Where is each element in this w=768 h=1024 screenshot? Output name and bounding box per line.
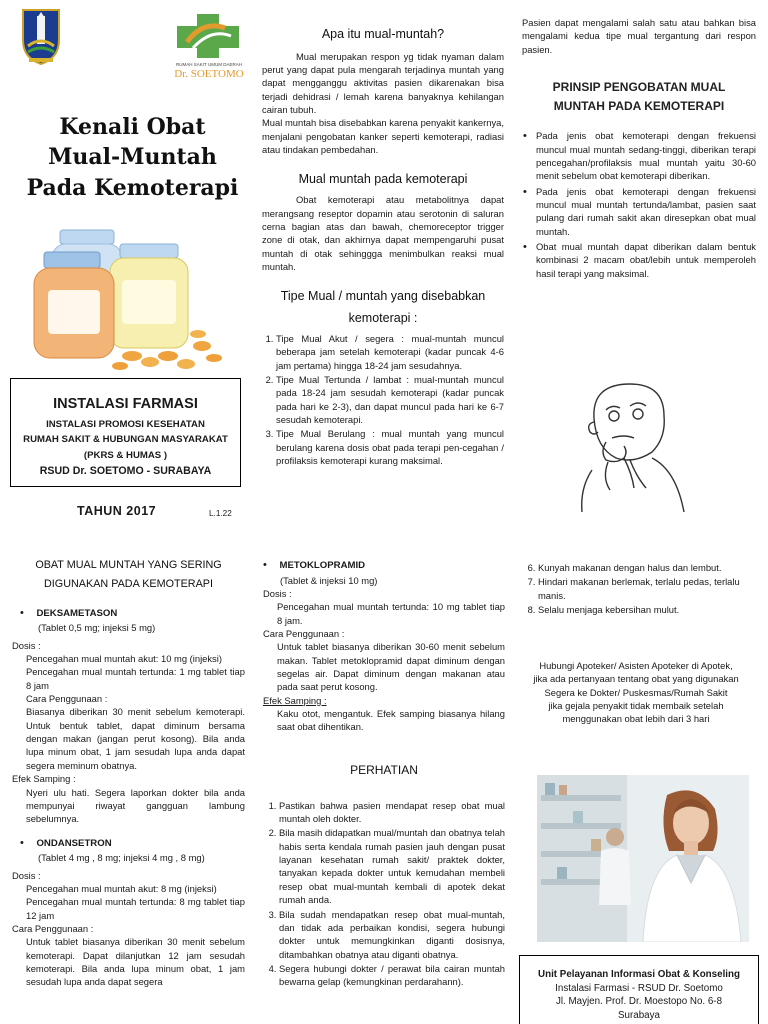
principle-title <box>522 78 756 115</box>
chemo-paragraph: Obat kemoterapi atau metabolitnya dapat merangsang reseptor dopamin atau serotonin di saluran cerna bagian atas dan bawah, chemoreceptor trigger zone di otak, dan akhirnya dapat mempengaruhi pusat muntah di otak sehinggga menimbulkan reaksi mual muntah. <box>262 194 504 272</box>
year-label: TAHUN 2017 <box>77 504 157 518</box>
bullet-icon: • <box>20 836 24 849</box>
ond-dose-1: Pencegahan mual muntah akut: 8 mg (injeksi) <box>26 882 217 894</box>
type-title-line-2: kemoterapi : <box>348 310 418 325</box>
intro-paragraph: Pasien dapat mengalami salah satu atau bahkan bisa mengalami kedua tipe mual tergantung dari respon pasien. <box>522 17 756 55</box>
contact-line-1: Hubungi Apoteker/ Asisten Apoteker di Apotek, <box>539 660 733 671</box>
page-title <box>10 112 255 203</box>
contact-info <box>512 659 760 726</box>
contact-line-4: jika gejala penyakit tidak membaik setelah <box>548 700 724 712</box>
dex-dosis-label: Dosis : <box>12 639 41 651</box>
meto-heading <box>263 558 505 574</box>
nauseous-man-illustration <box>572 378 702 513</box>
chemo-title: Mual muntah pada kemoterapi <box>298 171 468 186</box>
doc-code: L.1.22 <box>209 509 232 518</box>
ond-heading <box>12 836 245 852</box>
list-item: • Obat mual muntah dapat diberikan dalam bentuk kombinasi 2 macam obat/lebih untuk memperoleh hasil terapi yang maksimal. <box>522 240 756 280</box>
panel-right-top <box>522 16 756 282</box>
ond-dosis-label: Dosis : <box>12 869 41 881</box>
meto-dose: Pencegahan mual muntah tertunda: 10 mg tablet tiap 8 jam. <box>277 601 505 626</box>
contact-line-5: menggunakan obat lebih dari 3 hari <box>562 713 710 725</box>
dex-form: (Tablet 0,5 mg; injeksi 5 mg) <box>38 622 156 634</box>
ond-name: ONDANSETRON <box>36 837 112 849</box>
principle-title-line-1: PRINSIP PENGOBATAN MUAL <box>552 80 726 95</box>
drug-list-title <box>12 556 245 594</box>
pharmacist-photo <box>537 775 749 942</box>
list-item: • Pada jenis obat kemoterapi dengan frekuensi muncul mual muntah sedang-tinggi, diberikan terapi pencegahan/profilaksis mual muntah yaitu 30-60 menit sebelum obat kemoterapi diberikan. <box>522 129 756 182</box>
org-line-3: (PKRS & HUMAS ) <box>83 449 168 461</box>
list-item: 3. Bila sudah mendapatkan resep obat mual-muntah, dan tidak ada perbaikan kondisi, segera hubungi dokter untuk memungkinkan diganti dosisnya, ditambahkan obatnya atau diganti obatnya. <box>279 908 505 961</box>
meto-side-label: Efek Samping : <box>263 694 327 706</box>
bullet-icon: • <box>20 606 24 619</box>
list-item: 2. Tipe Mual Tertunda / lambat : mual-muntah muncul pada 18-24 jam sesudah kemoterapi (kadar puncak pada hari ke 2-3), dan dapat muncul pada hari ke 6-7 sesudah kemoterapi. <box>276 373 504 426</box>
contact-line-2: jika ada pertanyaan tentang obat yang digunakan <box>533 673 739 685</box>
meto-dosis-label: Dosis : <box>263 587 292 599</box>
drug-list-title-line-1: OBAT MUAL MUNTAH YANG SERING <box>35 559 222 571</box>
what-paragraph-1: Mual merupakan respon yg tidak nyaman dalam perut yang dapat pula mengarah terjadinya muntah yang dapat mengganggu aktivitas pasien dikarenakan bisa terjadi dehidrasi / lemah karena banyaknya kehilangan cairan tubuh. <box>262 50 504 116</box>
contact-line-3: Segera ke Dokter/ Puskesmas/Rumah Sakit <box>544 686 728 698</box>
hospital-logo <box>173 12 245 78</box>
ond-usage: Untuk tablet biasanya diberikan 30 menit sebelum kemoterapi. Dapat dilanjutkan 12 jam sesudah kemoterapi. Bila anda lupa minum obat, 1 jam sesudah lupa anda dapat segera <box>26 936 245 988</box>
drug-list-title-line-2: DIGUNAKAN PADA KEMOTERAPI <box>44 577 213 590</box>
org-name: INSTALASI FARMASI <box>53 396 198 412</box>
list-item: 1. Tipe Mual Akut / segera : mual-muntah muncul beberapa jam setelah kemoterapi (kadar puncak 4-6 jam pertama) hingga 18-24 jam sesudahnya. <box>276 332 504 372</box>
list-item: 6. Kunyah makanan dengan halus dan lembut. <box>538 561 760 574</box>
what-paragraph-2: Mual muntah bisa disebabkan karena penyakit kankernya, menjalani pengobatan kanker seperti kemoterapi, radiasi atau tindakan pembedahan. <box>262 117 504 156</box>
unit-line-2: Jl. Mayjen. Prof. Dr. Moestopo No. 6-8 <box>555 996 723 1008</box>
title-line-3: Pada Kemoterapi <box>26 174 239 201</box>
dex-dose-2: Pencegahan mual muntah tertunda: 1 mg tablet tiap 8 jam <box>26 666 245 691</box>
list-item: 1. Pastikan bahwa pasien mendapat resep obat mual muntah oleh dokter. <box>279 799 505 826</box>
attention-title: PERHATIAN <box>350 762 418 777</box>
dex-side: Nyeri ulu hati. Segera laporkan dokter bila anda mempunyai riwayat gangguan lambung sebelumnya. <box>26 786 245 825</box>
title-line-1: Kenali Obat <box>59 114 206 140</box>
bullet-icon: • <box>263 559 267 571</box>
org-line-2: RUMAH SAKIT & HUBUNGAN MASYARAKAT <box>23 434 228 446</box>
tips-list <box>512 561 760 616</box>
unit-line-1: Instalasi Farmasi - RSUD Dr. Soetomo <box>555 982 723 994</box>
list-item: 7. Hindari makanan berlemak, terlalu pedas, terlalu manis. <box>538 575 760 602</box>
panel-middle-top <box>262 26 504 468</box>
dex-heading <box>12 606 245 622</box>
panel-middle-bottom <box>263 558 505 990</box>
meto-usage-label: Cara Penggunaan : <box>263 627 345 639</box>
organization-box <box>10 378 241 487</box>
list-item: 3. Tipe Mual Berulang : mual muntah yang muncul berulang karena dosis obat pada terapi pen-cegahan / profilaksis kemoterapi kurang maksimal. <box>276 427 504 467</box>
medicine-bottles-illustration <box>22 222 232 372</box>
dex-usage-label: Cara Penggunaan : <box>26 693 108 705</box>
unit-title: Unit Pelayanan Informasi Obat & Konseling <box>538 969 740 980</box>
dex-name: DEKSAMETASON <box>36 607 118 619</box>
attention-list <box>263 799 505 989</box>
list-item: 2. Bila masih didapatkan mual/muntah dan obatnya telah habis serta kendala rumah pasien jauh dengan pusat layanan kesehatan rumah sakit/ praktek dokter, tanyakan kepada dokter untuk kemudahan membeli resep obat mual-muntah kembali di apotek dekat rumah anda. <box>279 826 505 906</box>
what-title: Apa itu mual-muntah? <box>321 27 445 41</box>
dex-dose-1: Pencegahan mual muntah akut: 10 mg (injeksi) <box>26 653 222 665</box>
unit-box <box>519 955 759 1024</box>
list-item: 4. Segera hubungi dokter / perawat bila cairan muntah bewarna gelap (kemungkinan perdarahann). <box>279 962 505 989</box>
type-list <box>262 332 504 467</box>
logo-name: Dr. SOETOMO <box>174 67 244 80</box>
type-title <box>262 286 504 329</box>
meto-usage: Untuk tablet biasanya diberikan 30-60 menit sebelum makan. Tablet metoklopramid dapat diminum dengan segelas air. Dapat diminum dengan makanan atau pada saat perut kosong. <box>277 641 505 693</box>
principle-title-line-2: MUNTAH PADA KEMOTERAPI <box>553 98 725 113</box>
org-line-4: RSUD Dr. SOETOMO - SURABAYA <box>39 465 212 478</box>
meto-side: Kaku otot, mengantuk. Efek samping biasanya hilang saat obat dihentikan. <box>277 708 505 733</box>
dex-side-label: Efek Samping : <box>12 773 76 785</box>
province-crest-icon <box>20 6 62 66</box>
principle-list <box>522 129 756 280</box>
type-title-line-1: Tipe Mual / muntah yang disebabkan <box>280 289 486 304</box>
meto-form: (Tablet & injeksi 10 mg) <box>280 574 378 586</box>
ond-usage-label: Cara Penggunaan : <box>12 922 94 934</box>
meto-name: METOKLOPRAMID <box>279 560 366 571</box>
panel-left-bottom <box>12 556 245 989</box>
title-line-2: Mual-Muntah <box>48 144 217 171</box>
org-line-1: INSTALASI PROMOSI KESEHATAN <box>46 418 205 430</box>
dex-usage: Biasanya diberikan 30 menit sebelum kemoterapi. Untuk bentuk tablet, dapat diminum bersama dengan makan (jangan perut kosong). Bila anda lupa minum obat, 1 jam sesudah lupa anda dapat segera meminum obatnya. <box>26 706 245 771</box>
list-item: • Pada jenis obat kemoterapi dengan frekuensi muncul mual muntah tertunda/lambat, pasien saat pulang dari rumah sakit akan diresepkan obat mual muntah. <box>522 185 756 238</box>
ond-dose-2: Pencegahan mual muntah tertunda: 8 mg tablet tiap 12 jam <box>26 896 245 921</box>
list-item: 8. Selalu menjaga kebersihan mulut. <box>538 603 760 616</box>
logo-caption: RUMAH SAKIT UMUM DAERAH <box>176 62 242 68</box>
hospital-cross-logo-icon <box>173 12 245 60</box>
unit-line-3: Surabaya <box>618 1009 660 1021</box>
ond-form: (Tablet 4 mg , 8 mg; injeksi 4 mg , 8 mg) <box>38 852 205 864</box>
panel-right-bottom <box>512 561 760 617</box>
